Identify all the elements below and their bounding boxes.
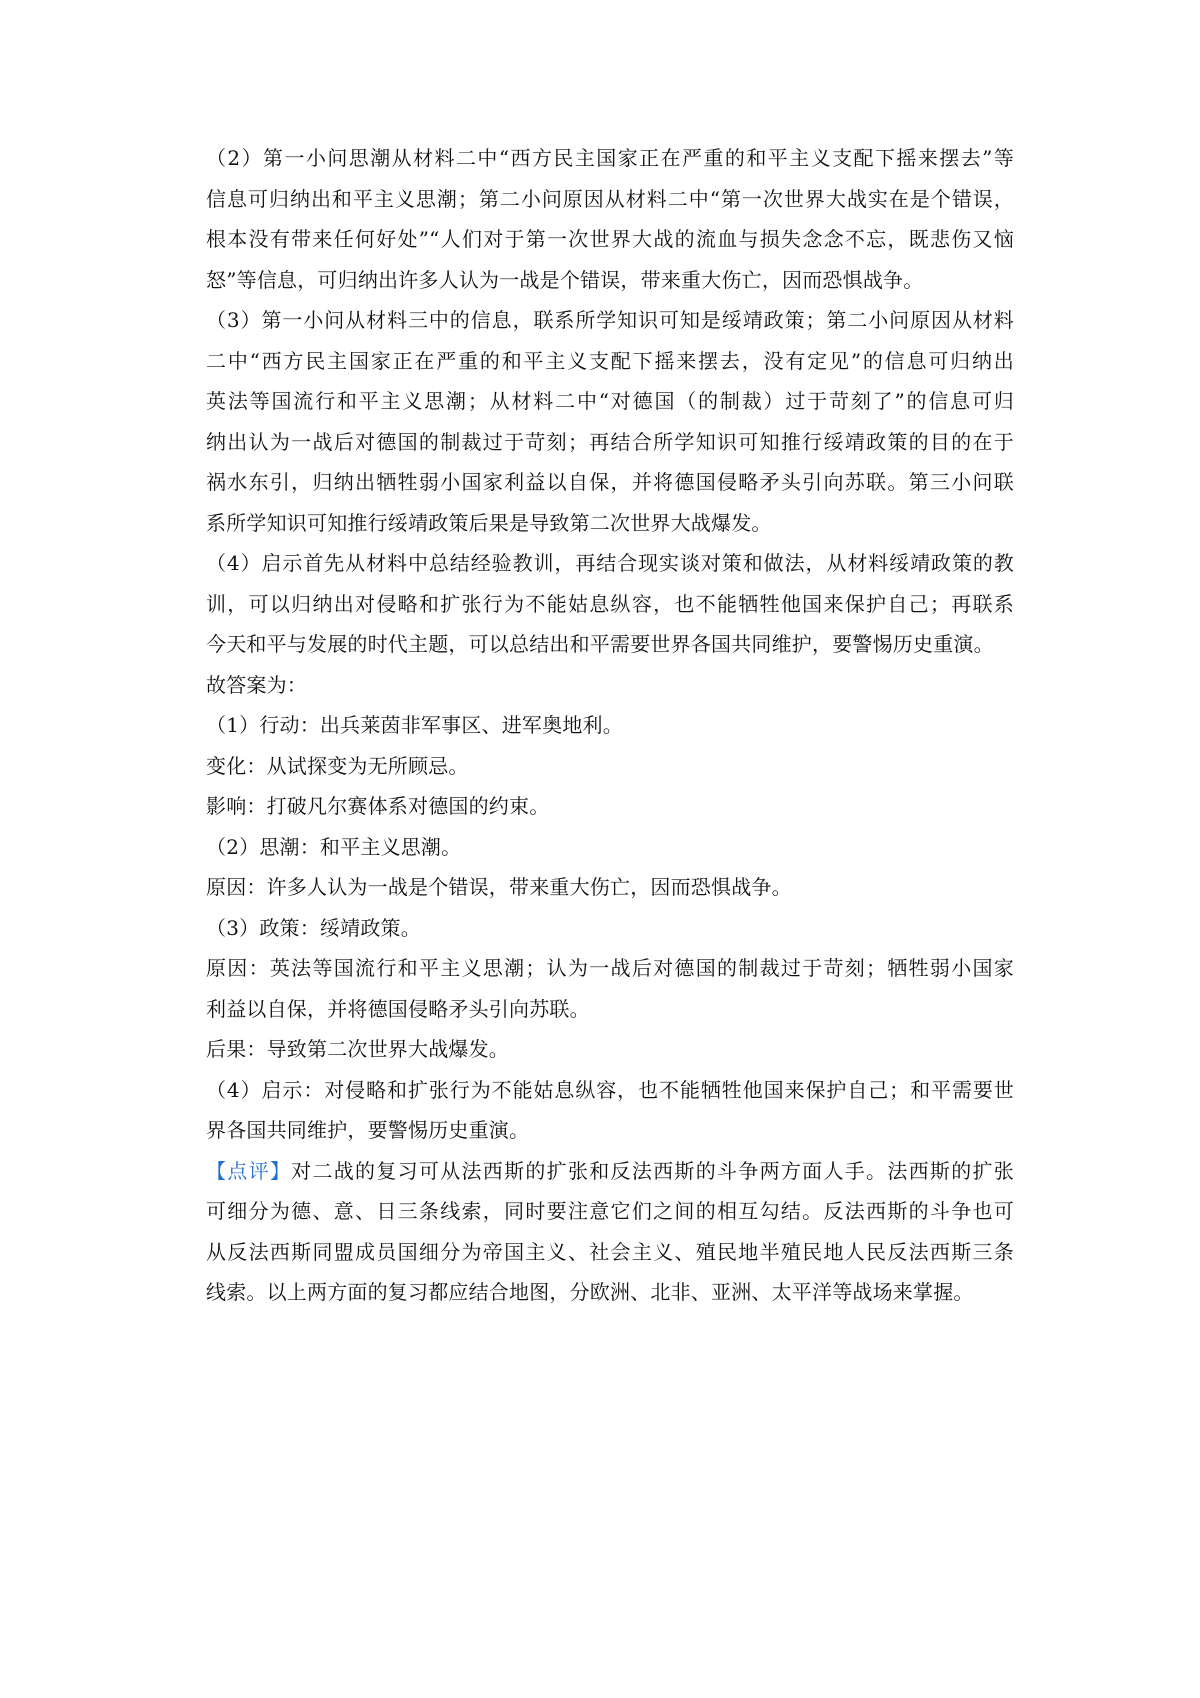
answer-section [206, 665, 1014, 1151]
text-line: 信息可归纳出和平主义思潮；第二小问原因从材料二中“第一次世界大战实在是个错误， [206, 186, 1014, 211]
answer-2-reason: 原因：许多人认为一战是个错误，带来重大伤亡，因而恐惧战争。 [206, 875, 792, 899]
comment-line [206, 1151, 1014, 1192]
answer-1-change: 变化：从试探变为无所顾忌。 [206, 753, 469, 778]
text-line: 怒”等信息，可归纳出许多人认为一战是个错误，带来重大伤亡，因而恐惧战争。 [206, 267, 924, 292]
answer-3-policy: （3）政策：绥靖政策。 [206, 915, 421, 940]
answer-1-effect: 影响：打破凡尔赛体系对德国的约束。 [206, 794, 550, 818]
text-line: 英法等国流行和平主义思潮；从材料二中“对德国（的制裁）过于苛刻了”的信息可归 [206, 389, 1014, 413]
answer-3-reason: 利益以自保，并将德国侵略矛头引向苏联。 [206, 996, 590, 1021]
comment-line: 从反法西斯同盟成员国细分为帝国主义、社会主义、殖民地半殖民地人民反法西斯三条 [206, 1239, 1014, 1264]
text-line: 今天和平与发展的时代主题，可以总结出和平需要世界各国共同维护，要警惕历史重演。 [206, 632, 994, 656]
text-line: （2）第一小问思潮从材料二中“西方民主国家正在严重的和平主义支配下摇来摆去”等 [206, 146, 1014, 170]
text-line: 系所学知识可知推行绥靖政策后果是导致第二次世界大战爆发。 [206, 510, 772, 535]
answer-page [206, 138, 1014, 1313]
analysis-part-2 [206, 138, 1014, 300]
answer-2-trend: （2）思潮：和平主义思潮。 [206, 834, 462, 859]
comment-section [206, 1151, 1014, 1313]
text-line: （4）启示首先从材料中总结经验教训，再结合现实谈对策和做法，从材料绥靖政策的教 [206, 551, 1014, 575]
analysis-part-3 [206, 300, 1014, 543]
answer-3-result: 后果：导致第二次世界大战爆发。 [206, 1037, 509, 1061]
answer-1-action: （1）行动：出兵莱茵非军事区、进军奥地利。 [206, 713, 623, 737]
comment-line: 可细分为德、意、日三条线索，同时要注意它们之间的相互勾结。反法西斯的斗争也可 [206, 1199, 1014, 1223]
answer-3-reason: 原因：英法等国流行和平主义思潮；认为一战后对德国的制裁过于苛刻；牺牲弱小国家 [206, 956, 1014, 980]
text-line: 祸水东引，归纳出牺牲弱小国家利益以自保，并将德国侵略矛头引向苏联。第三小问联 [206, 470, 1014, 494]
text-line: 训，可以归纳出对侵略和扩张行为不能姑息纵容，也不能牺牲他国来保护自己；再联系 [206, 591, 1014, 616]
text-line: （3）第一小问从材料三中的信息，联系所学知识可知是绥靖政策；第二小问原因从材料 [206, 308, 1014, 332]
text-line: 二中“西方民主国家正在严重的和平主义支配下摇来摆去，没有定见”的信息可归纳出 [206, 348, 1014, 373]
text-line: 根本没有带来任何好处”“人们对于第一次世界大战的流血与损失念念不忘，既悲伤又恼 [206, 227, 1014, 251]
answer-4-lesson: （4）启示：对侵略和扩张行为不能姑息纵容，也不能牺牲他国来保护自己；和平需要世 [206, 1077, 1014, 1102]
analysis-part-4 [206, 543, 1014, 665]
text-line: 纳出认为一战后对德国的制裁过于苛刻；再结合所学知识可知推行绥靖政策的目的在于 [206, 429, 1014, 454]
comment-line: 线索。以上两方面的复习都应结合地图，分欧洲、北非、亚洲、太平洋等战场来掌握。 [206, 1280, 974, 1304]
comment-text: 对二战的复习可从法西斯的扩张和反法西斯的斗争两方面人手。法西斯的扩张 [291, 1158, 1014, 1183]
answer-4-lesson: 界各国共同维护，要警惕历史重演。 [206, 1118, 530, 1142]
comment-tag: 【点评】 [206, 1158, 292, 1183]
answer-intro: 故答案为： [206, 672, 307, 697]
